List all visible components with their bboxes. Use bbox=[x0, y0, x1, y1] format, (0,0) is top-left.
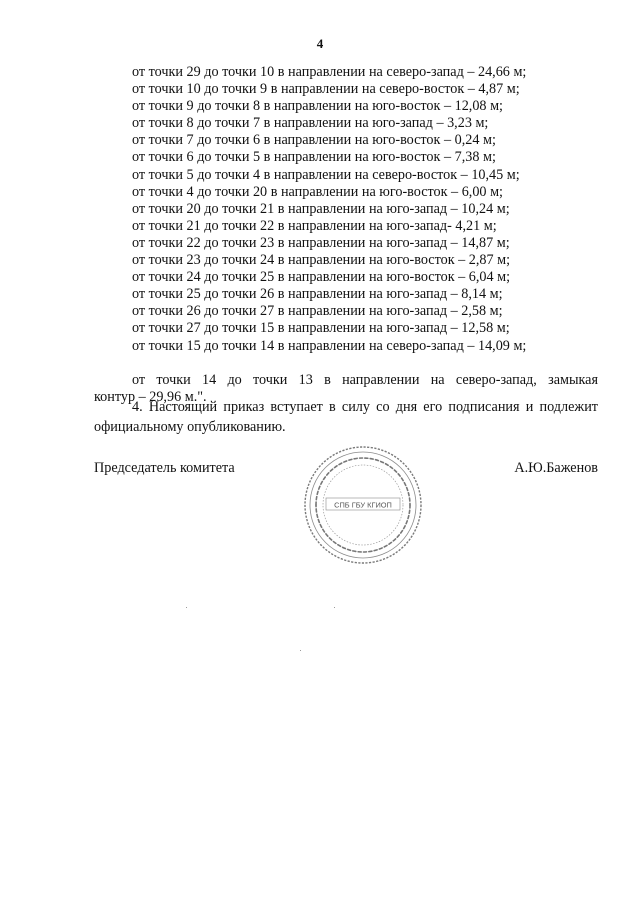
paragraph-effective-date bbox=[94, 397, 598, 437]
segment-line: от точки 23 до точки 24 в направлении на юго-восток – 2,87 м; bbox=[132, 252, 511, 269]
signature-title: Председатель комитета bbox=[94, 460, 235, 476]
paragraph-4-line1: 4. Настоящий приказ вступает в силу со дня его подписания и подлежит bbox=[132, 399, 598, 415]
boundary-segment-list bbox=[94, 64, 598, 355]
segment-line: от точки 20 до точки 21 в направлении на юго-запад – 10,24 м; bbox=[132, 200, 510, 217]
stamp-center-text: СПБ ГБУ КГИОП bbox=[334, 500, 392, 510]
segment-line: от точки 10 до точки 9 в направлении на северо-восток – 4,87 м; bbox=[132, 81, 520, 98]
scan-speck bbox=[334, 607, 335, 608]
segment-line: от точки 24 до точки 25 в направлении на юго-восток – 6,04 м; bbox=[132, 269, 511, 286]
segment-line: от точки 26 до точки 27 в направлении на юго-запад – 2,58 м; bbox=[132, 303, 503, 320]
closing-segment-line1: от точки 14 до точки 13 в направлении на северо-запад, замыкая bbox=[132, 372, 598, 388]
closing-segment-line2: контур – 29,96 м.". bbox=[94, 389, 207, 406]
segment-line: от точки 6 до точки 5 в направлении на юго-восток – 7,38 м; bbox=[132, 149, 496, 166]
signatory-name: А.Ю.Баженов bbox=[514, 460, 598, 476]
segment-line: от точки 9 до точки 8 в направлении на юго-восток – 12,08 м; bbox=[132, 98, 503, 115]
segment-line: от точки 8 до точки 7 в направлении на юго-запад – 3,23 м; bbox=[132, 115, 489, 132]
segment-line: от точки 15 до точки 14 в направлении на северо-запад – 14,09 м; bbox=[132, 337, 527, 354]
segment-line: от точки 25 до точки 26 в направлении на юго-запад – 8,14 м; bbox=[132, 286, 503, 303]
segment-line: от точки 21 до точки 22 в направлении на юго-запад- 4,21 м; bbox=[132, 217, 497, 234]
segment-line: от точки 22 до точки 23 в направлении на юго-запад – 14,87 м; bbox=[132, 234, 510, 251]
segment-line: от точки 27 до точки 15 в направлении на юго-запад – 12,58 м; bbox=[132, 320, 510, 337]
page-number: 4 bbox=[316, 36, 324, 51]
segment-line: от точки 5 до точки 4 в направлении на северо-восток – 10,45 м; bbox=[132, 166, 520, 183]
official-seal-stamp bbox=[302, 444, 424, 566]
scan-speck bbox=[300, 650, 301, 651]
paragraph-4-line2: официальному опубликованию. bbox=[94, 419, 286, 435]
segment-line: от точки 4 до точки 20 в направлении на юго-восток – 6,00 м; bbox=[132, 183, 503, 200]
segment-line: от точки 7 до точки 6 в направлении на юго-восток – 0,24 м; bbox=[132, 132, 496, 149]
segment-line: от точки 29 до точки 10 в направлении на северо-запад – 24,66 м; bbox=[132, 64, 527, 80]
scan-speck bbox=[186, 607, 187, 608]
